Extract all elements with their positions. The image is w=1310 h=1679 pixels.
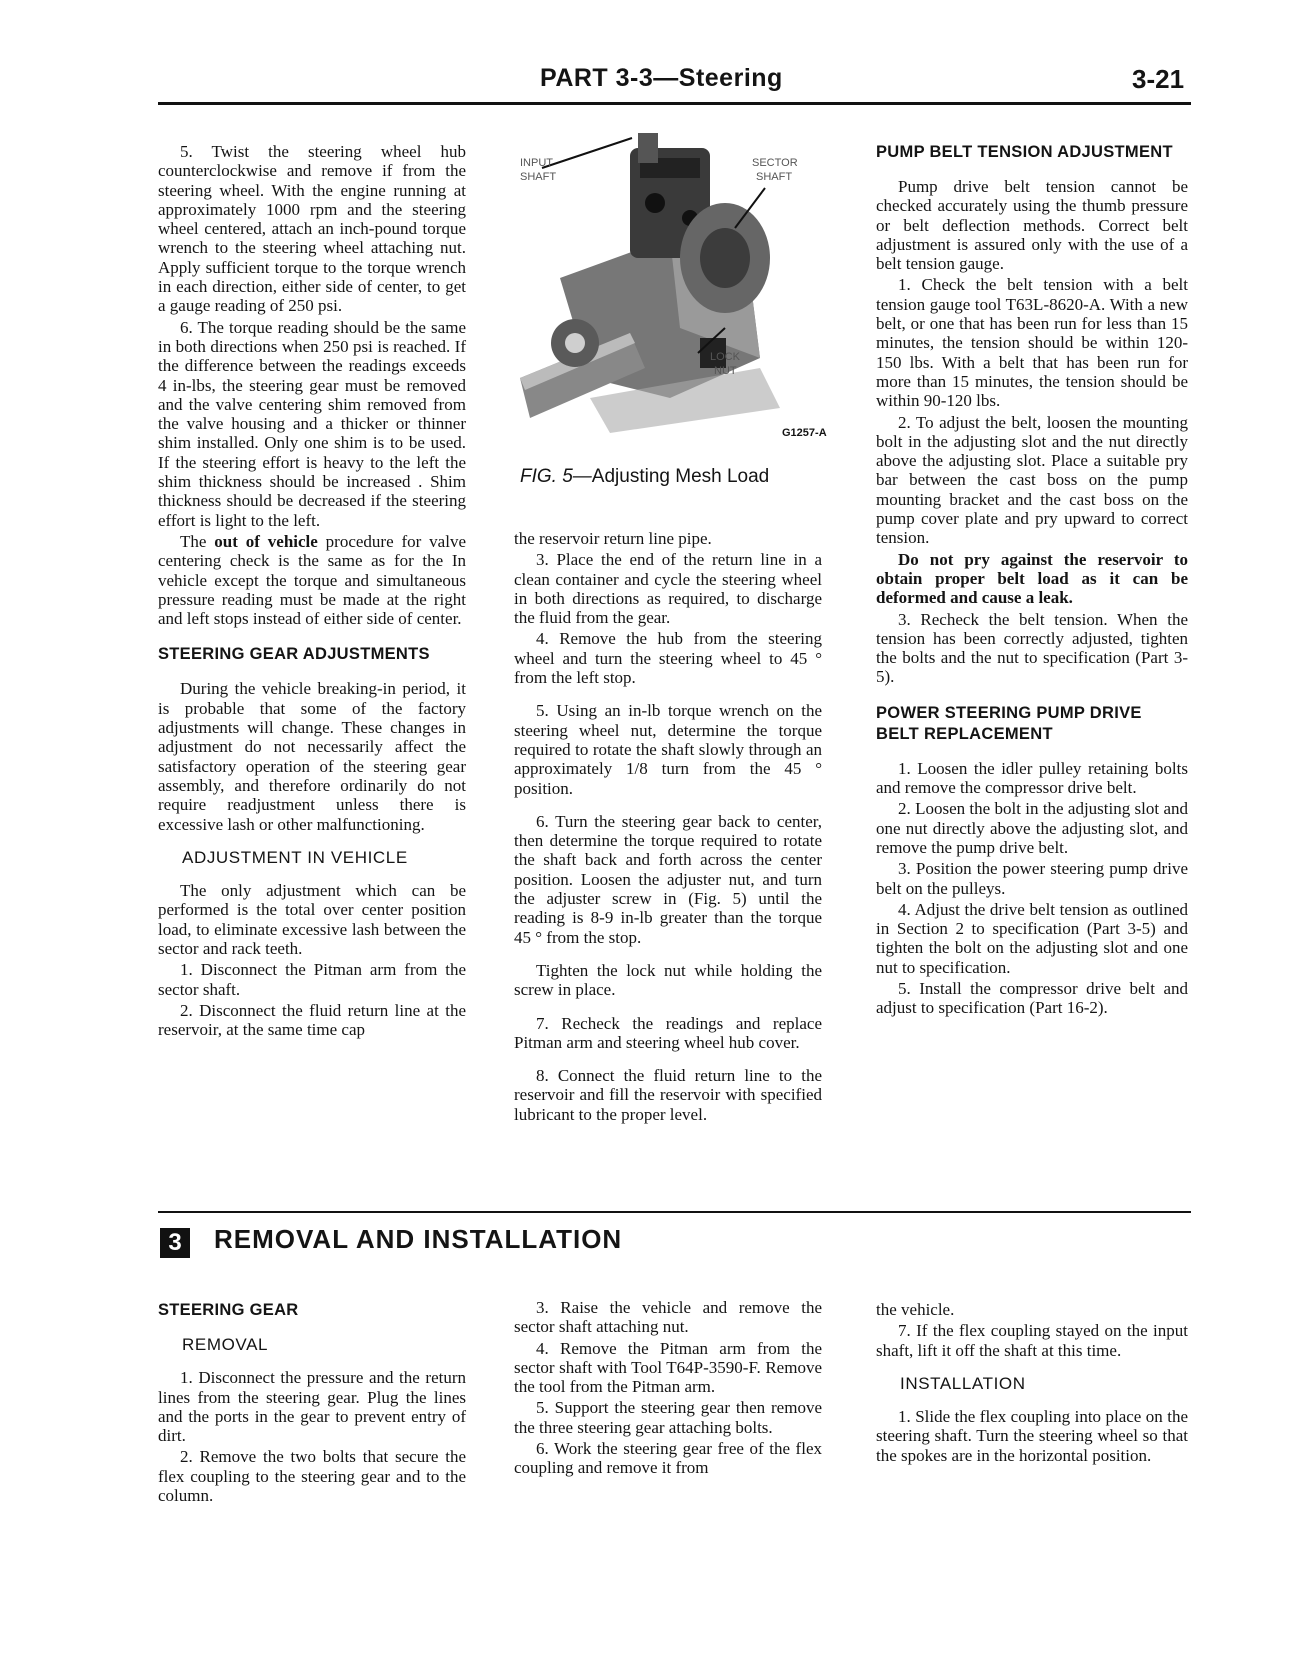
paragraph: Tighten the lock nut while holding the screw in place. [514, 960, 822, 1000]
label-lock: LOCK [710, 351, 740, 363]
paragraph: 6. The torque reading should be the same in both directions when 250 psi is reached. If the difference between the readings exceeds 4 in-lbs, the steering gear must be removed and the valve centering shim removed from the valve housing and a thicker or thinner shim installed. Only one shim is to be used. If the steering effort is heavy to the left the shim thickness should be increased . Shim thickness should be decreased if the steering effort is light to the left. [158, 317, 466, 530]
section-rule [158, 1211, 1191, 1213]
paragraph: 1. Check the belt tension with a belt tension gauge tool T63L-8620-A. With a new belt, or one that has been run for less than 15 minutes, the tension should be within 120-150 lbs. With a belt that has been run for more than 15 minutes, the tension should be within 90-120 lbs. [876, 275, 1188, 411]
section-number-box: 3 [160, 1228, 190, 1258]
heading-removal: REMOVAL [182, 1335, 269, 1354]
paragraph: 3. Place the end of the return line in a clean container and cycle the steering wheel in both directions as required, to discharge the fluid from the gear. [514, 550, 822, 628]
column-3 [876, 142, 1188, 1020]
paragraph: 1. Disconnect the pressure and the return lines from the steering gear. Plug the lines and the ports in the gear to prevent entry of dirt. [158, 1368, 466, 1446]
paragraph: 6. Work the steering gear free of the flex coupling and remove it from [514, 1439, 822, 1478]
heading-steering-gear-adjustments: STEERING GEAR ADJUSTMENTS [158, 645, 430, 664]
paragraph: 5. Support the steering gear then remove the three steering gear attaching bolts. [514, 1398, 822, 1437]
paragraph: the reservoir return line pipe. [514, 529, 712, 548]
paragraph: 2. To adjust the belt, loosen the mounting bolt in the adjusting slot and the nut directly above the adjusting slot. Place a suitable pry bar between the cast boss on the pump mounting bracket and the cast boss on the pump cover plate and pry upward to correct tension. [876, 412, 1188, 548]
paragraph: 4. Remove the hub from the steering wheel and turn the steering wheel to 45 ° from the left stop. [514, 629, 822, 688]
paragraph: 1. Slide the flex coupling into place on the steering shaft. Turn the steering wheel so that the spokes are in the horizontal position. [876, 1407, 1188, 1465]
label-sector-shaft: SHAFT [756, 171, 793, 183]
column-1 [158, 142, 466, 1041]
warning-paragraph: Do not pry against the reservoir to obtain proper belt load as it can be deformed and cause a leak. [876, 549, 1188, 608]
label-nut: NUT [714, 365, 737, 377]
paragraph: Pump drive belt tension cannot be checked accurately using the thumb pressure or belt deflection methods. Correct belt adjustment is assured only with the use of a belt tension gauge. [876, 177, 1188, 274]
paragraph: 5. Twist the steering wheel hub counterclockwise and remove if from the steering wheel. With the engine running at approximately 1000 rpm and the steering wheel centered, attach an inch-pound torque wrench to the steering wheel attaching nut. Apply sufficient torque to the torque wrench in each direction, either side of center, to get a gauge reading of 250 psi. [158, 142, 466, 316]
header-rule [158, 102, 1191, 105]
column-2 [514, 529, 822, 1126]
running-head: PART 3-3—Steering [540, 64, 783, 92]
steering-gear-illustration [520, 128, 838, 448]
paragraph: The only adjustment which can be performed is the total over center position load, to eliminate excessive lash between the sector and rack teeth. [158, 881, 466, 958]
section-title: REMOVAL AND INSTALLATION [214, 1224, 623, 1254]
paragraph: 2. Disconnect the fluid return line at the reservoir, at the same time cap [158, 1000, 466, 1040]
bottom-column-2 [514, 1298, 822, 1480]
paragraph: During the vehicle breaking-in period, it is probable that some of the factory adjustments will change. These changes in adjustment do not necessarily affect the satisfactory operation of the steering gear assembly, and therefore ordinarily do not require readjustment unless there is excessive lash or other malfunctioning. [158, 679, 466, 834]
heading-pump-belt-tension: PUMP BELT TENSION ADJUSTMENT [876, 143, 1173, 161]
paragraph: 7. If the flex coupling stayed on the input shaft, lift it off the shaft at this time. [876, 1321, 1188, 1360]
paragraph: 6. Turn the steering gear back to center, then determine the torque required to rotate the shaft back and forth across the center position. Loosen the adjuster nut, and turn the adjuster screw in (Fig. 5) until the reading is 8-9 in-lb greater than the torque 45 ° from the stop. [514, 811, 822, 947]
paragraph: the vehicle. [876, 1300, 955, 1319]
paragraph: 4. Adjust the drive belt tension as outlined in Section 2 to specification (Part 3-5) and tighten the bolt on the adjusting slot and one nut to specification. [876, 899, 1188, 977]
label-input: INPUT [520, 157, 553, 169]
bottom-column-3 [876, 1300, 1188, 1467]
steering-gear-figure [520, 128, 838, 448]
paragraph: 3. Position the power steering pump drive belt on the pulleys. [876, 859, 1188, 898]
bottom-column-1 [158, 1300, 466, 1507]
paragraph: 1. Disconnect the Pitman arm from the sector shaft. [158, 960, 466, 999]
paragraph: 1. Loosen the idler pulley retaining bolts and remove the compressor drive belt. [876, 758, 1188, 798]
figure-caption: FIG. 5—Adjusting Mesh Load [520, 466, 770, 487]
paragraph: 5. Using an in-lb torque wrench on the steering wheel nut, determine the torque required to rotate the shaft slowly through an approximately 1/8 turn from the 45 ° position. [514, 701, 822, 798]
label-input-shaft: SHAFT [520, 171, 557, 183]
heading-pump-belt-replacement: POWER STEERING PUMP DRIVE BELT REPLACEMENT [876, 703, 1142, 743]
figure-id: G1257-A [782, 427, 827, 439]
label-sector: SECTOR [752, 157, 798, 169]
paragraph: 5. Install the compressor drive belt and adjust to specification (Part 16-2). [876, 978, 1188, 1018]
paragraph: The out of vehicle procedure for valve centering check is the same as for the In vehicle except the torque and simultaneous pressure reading must be made at the right and left stops instead of either side of center. [158, 531, 466, 629]
heading-installation: INSTALLATION [900, 1373, 1026, 1393]
paragraph: 3. Recheck the belt tension. When the tension has been correctly adjusted, tighten the bolts and the nut to specification (Part 3-5). [876, 609, 1188, 687]
heading-steering-gear: STEERING GEAR [158, 1301, 299, 1319]
paragraph: 4. Remove the Pitman arm from the sector shaft with Tool T64P-3590-F. Remove the tool from the Pitman arm. [514, 1338, 822, 1397]
paragraph: 8. Connect the fluid return line to the reservoir and fill the reservoir with specified lubricant to the proper level. [514, 1066, 822, 1124]
paragraph: 3. Raise the vehicle and remove the sector shaft attaching nut. [514, 1298, 822, 1337]
paragraph: 2. Remove the two bolts that secure the flex coupling to the steering gear and to the column. [158, 1447, 466, 1506]
page-number: 3-21 [1132, 64, 1185, 94]
paragraph: 7. Recheck the readings and replace Pitman arm and steering wheel hub cover. [514, 1013, 822, 1052]
heading-adjustment-in-vehicle: ADJUSTMENT IN VEHICLE [182, 847, 408, 867]
paragraph: 2. Loosen the bolt in the adjusting slot and one nut directly above the adjusting slot, and remove the pump drive belt. [876, 799, 1188, 857]
